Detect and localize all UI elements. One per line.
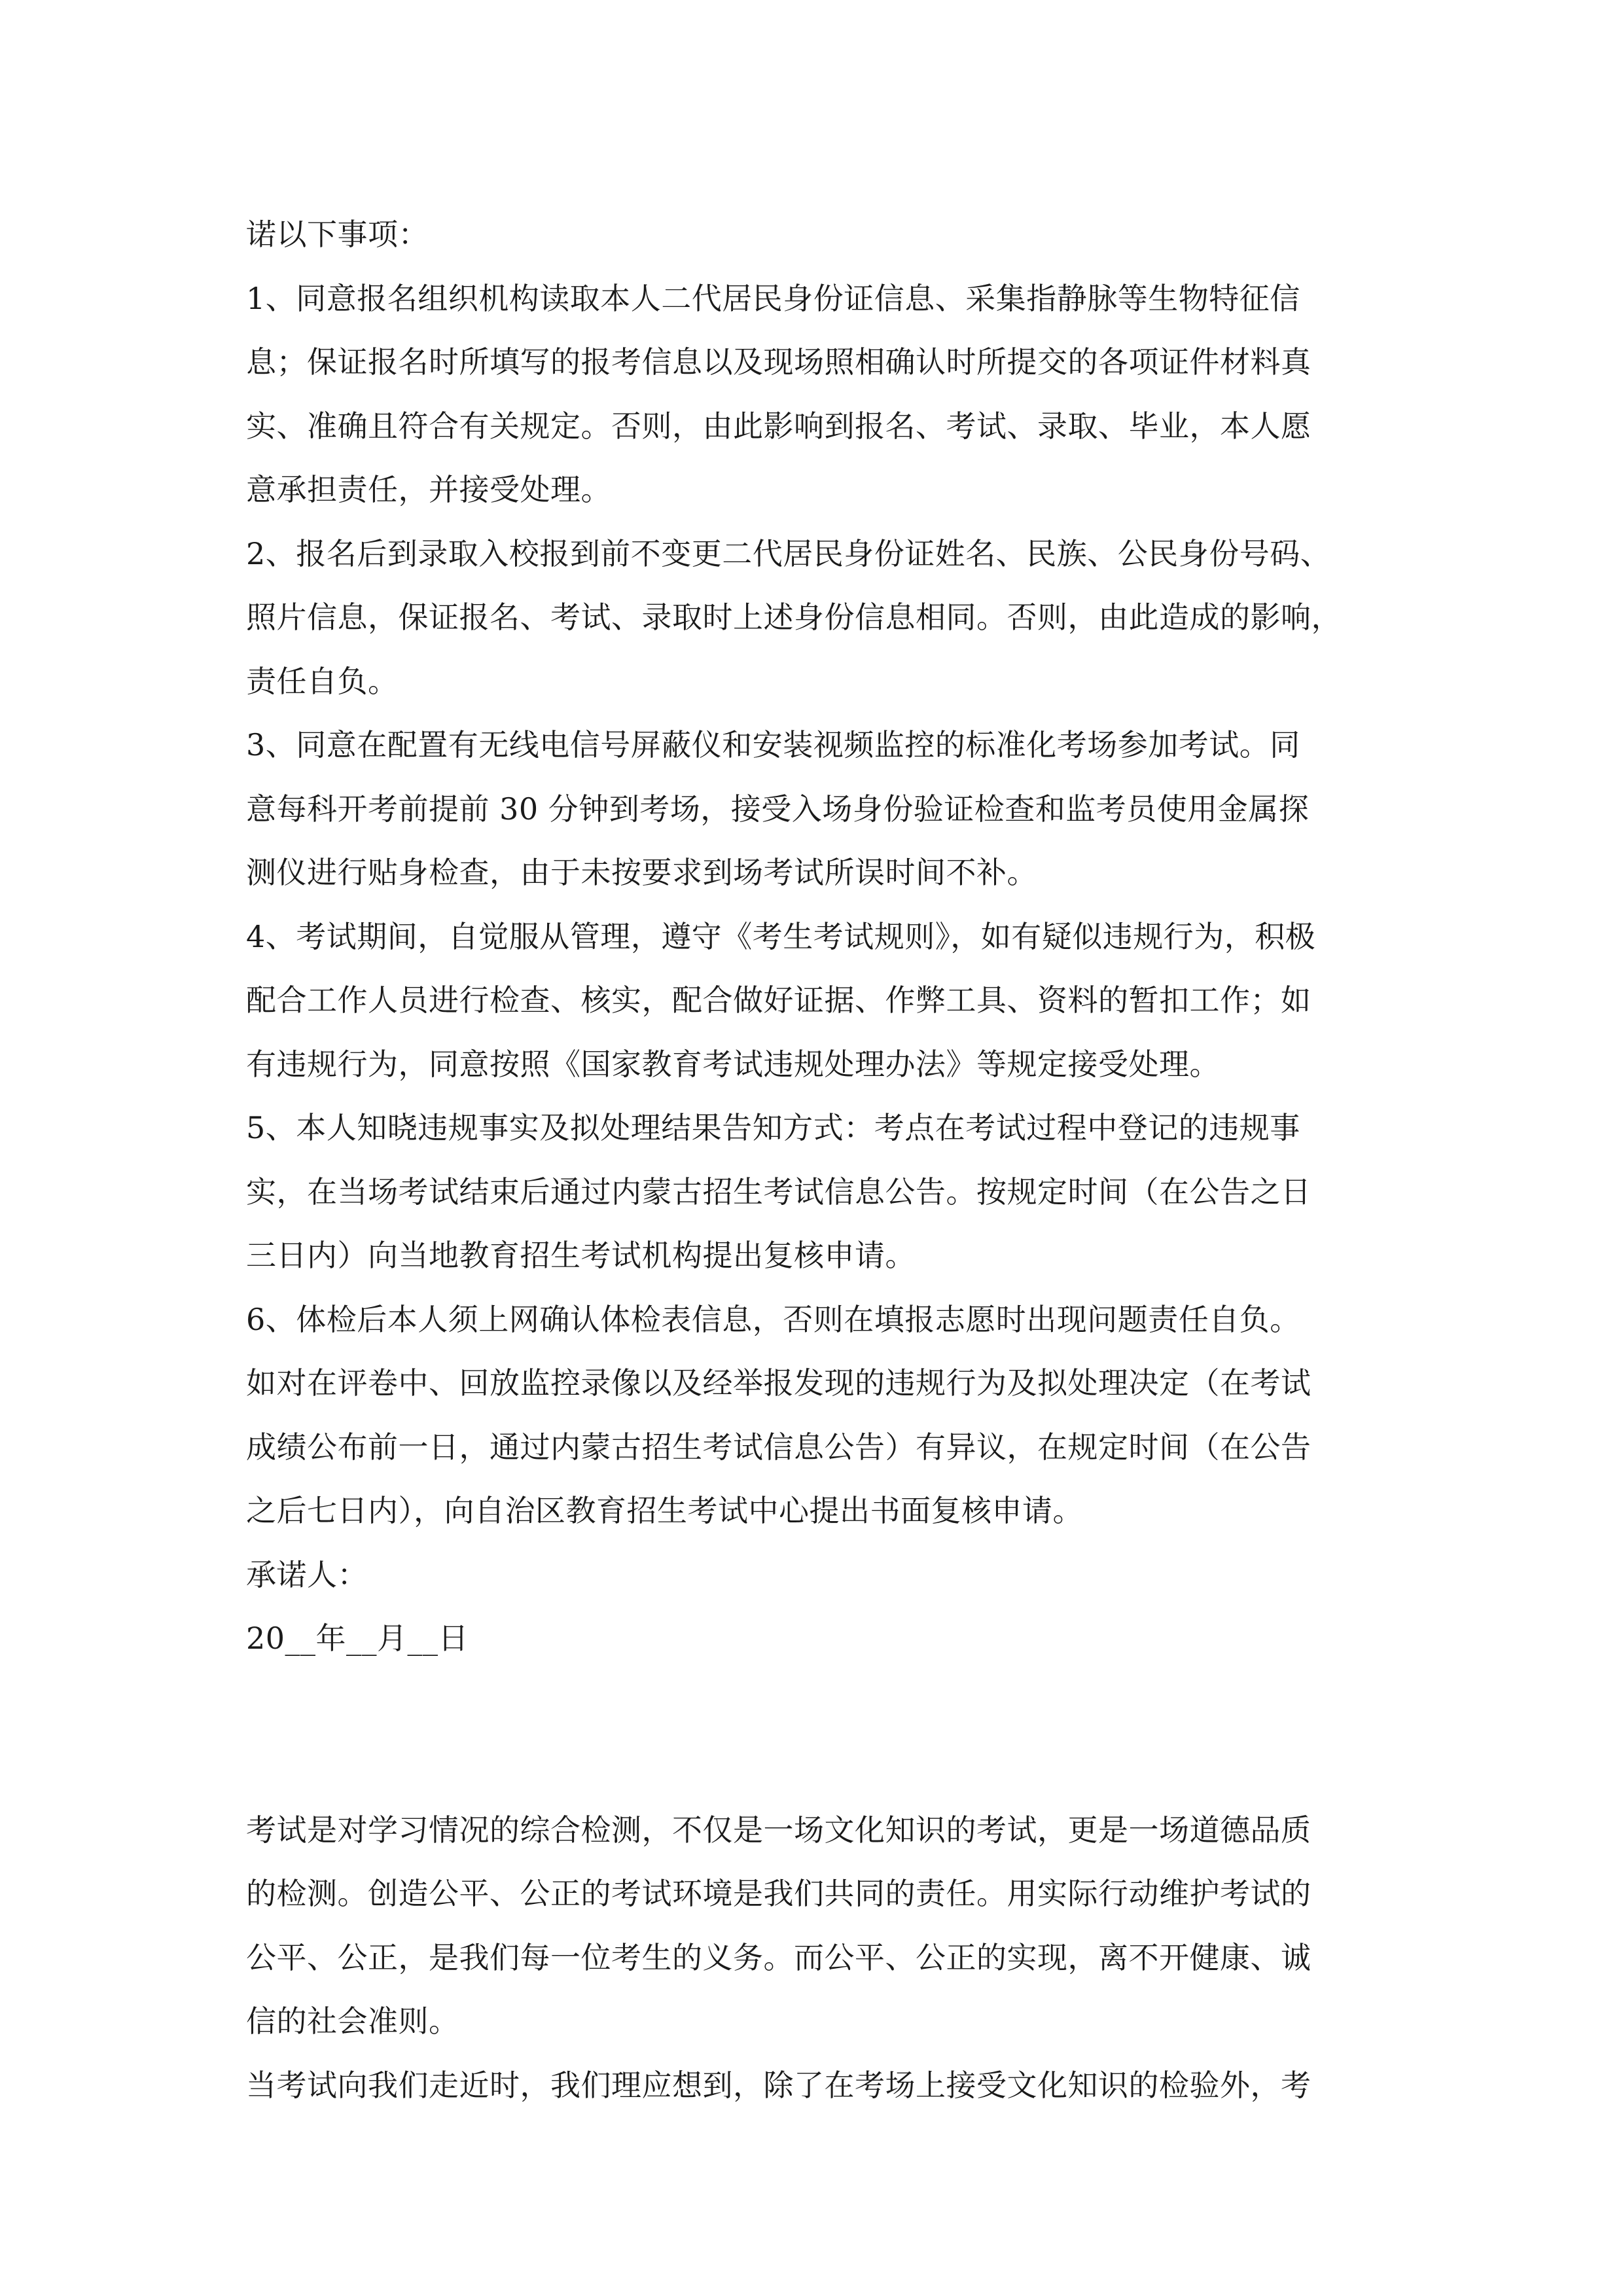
- text-line: 意每科开考前提前 30 分钟到考场，接受入场身份验证检查和监考员使用金属探: [246, 791, 1310, 827]
- text-line: 成绩公布前一日，通过内蒙古招生考试信息公告）有异议，在规定时间（在公告: [246, 1429, 1311, 1465]
- text-line: 公平、公正，是我们每一位考生的义务。而公平、公正的实现，离不开健康、诚: [246, 1939, 1311, 1975]
- text-line: 责任自负。: [246, 663, 399, 699]
- text-line: 实、准确且符合有关规定。否则，由此影响到报名、考试、录取、毕业，本人愿: [246, 408, 1311, 444]
- text-line: 诺以下事项：: [246, 217, 429, 252]
- text-line: 当考试向我们走近时，我们理应想到，除了在考场上接受文化知识的检验外，考: [246, 2067, 1311, 2103]
- text-line: 意承担责任，并接受处理。: [246, 472, 611, 507]
- date-line: 20__年__月__日: [246, 1621, 469, 1656]
- text-line: 2、报名后到录取入校报到前不变更二代居民身份证姓名、民族、公民身份号码、: [246, 535, 1331, 571]
- text-line: 4、考试期间，自觉服从管理，遵守《考生考试规则》，如有疑似违规行为，积极: [246, 918, 1316, 954]
- paragraph-gap: [246, 1671, 1385, 1799]
- text-line: 的检测。创造公平、公正的考试环境是我们共同的责任。用实际行动维护考试的: [246, 1876, 1311, 1911]
- text-line: 配合工作人员进行检查、核实，配合做好证据、作弊工具、资料的暂扣工作；如: [246, 982, 1311, 1018]
- text-line: 息；保证报名时所填写的报考信息以及现场照相确认时所提交的各项证件材料真: [246, 344, 1311, 380]
- text-line: 有违规行为，同意按照《国家教育考试违规处理办法》等规定接受处理。: [246, 1046, 1220, 1082]
- text-line: 照片信息，保证报名、考试、录取时上述身份信息相同。否则，由此造成的影响，: [246, 600, 1342, 635]
- text-line: 考试是对学习情况的综合检测，不仅是一场文化知识的考试，更是一场道德品质: [246, 1812, 1311, 1848]
- signer-label: 承诺人：: [246, 1556, 368, 1592]
- text-line: 如对在评卷中、回放监控录像以及经举报发现的违规行为及拟处理决定（在考试: [246, 1365, 1311, 1401]
- text-line: 3、同意在配置有无线电信号屏蔽仪和安装视频监控的标准化考场参加考试。同: [246, 727, 1300, 762]
- text-line: 1、同意报名组织机构读取本人二代居民身份证信息、采集指静脉等生物特征信: [246, 280, 1300, 316]
- text-line: 5、本人知晓违规事实及拟处理结果告知方式：考点在考试过程中登记的违规事: [246, 1110, 1300, 1145]
- text-line: 信的社会准则。: [246, 2003, 459, 2039]
- text-line: 之后七日内），向自治区教育招生考试中心提出书面复核申请。: [246, 1493, 1083, 1528]
- text-line: 三日内）向当地教育招生考试机构提出复核申请。: [246, 1238, 916, 1273]
- text-line: 6、体检后本人须上网确认体检表信息，否则在填报志愿时出现问题责任自负。: [246, 1301, 1300, 1337]
- text-line: 测仪进行贴身检查，由于未按要求到场考试所误时间不补。: [246, 855, 1037, 890]
- text-line: 实，在当场考试结束后通过内蒙古招生考试信息公告。按规定时间（在公告之日: [246, 1174, 1311, 1210]
- document-body: [246, 203, 1385, 2117]
